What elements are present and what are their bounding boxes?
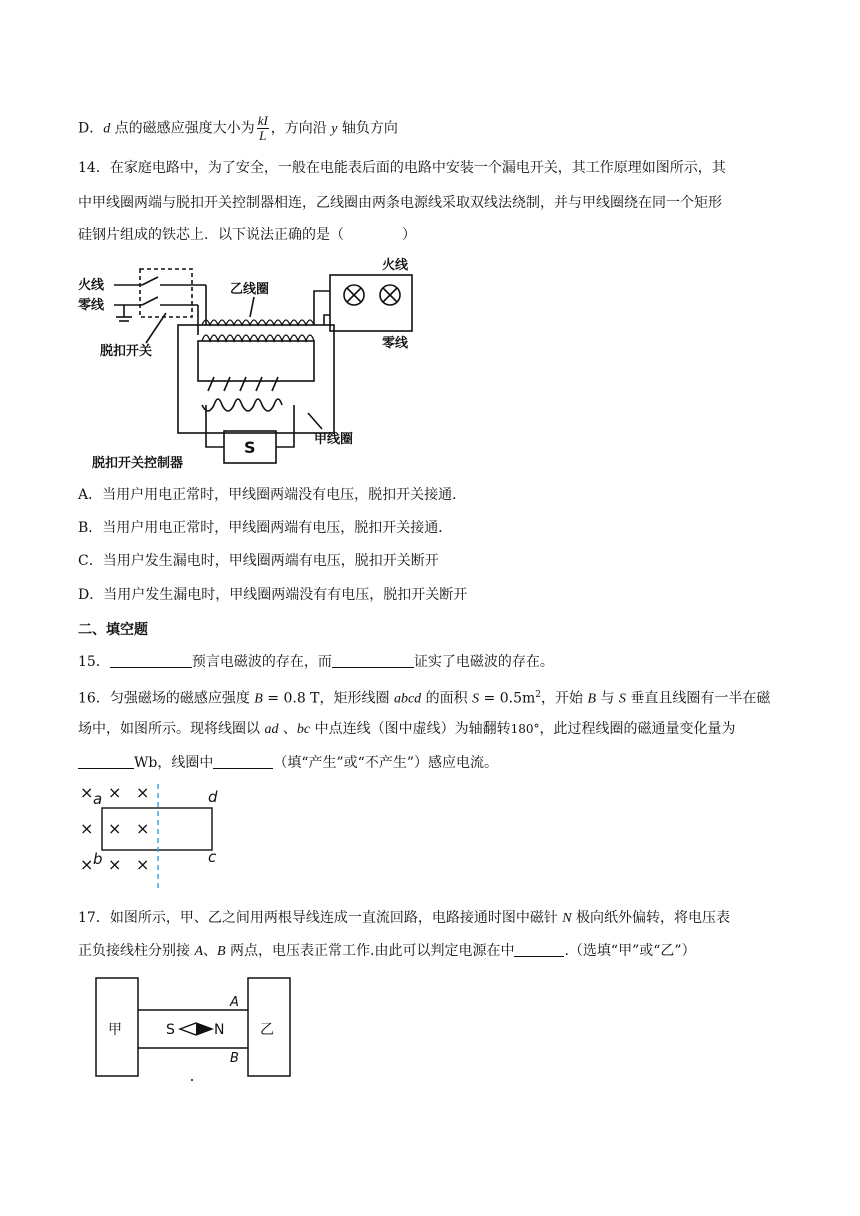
q16-line-2: 场中，如图所示。现将线圈以 ad 、bc 中点连线（图中虚线）为轴翻转180°，此过程线圈的磁通量变化量为 [78,721,736,737]
section-heading: 二、填空题 [78,622,148,638]
q17-line-1: 17．如图所示，甲、乙之间用两根导线连成一直流回路，电路接通时图中磁针 N 极向纸外偏转，将电压表 [78,910,731,926]
cross-mark: × [108,855,122,874]
q17-blank [514,942,564,957]
cross-mark: × [136,855,150,874]
q14-option-b: B．当用户用电正常时，甲线圈两端有电压，脱扣开关接通． [78,520,453,536]
q15-blank-2 [332,653,414,668]
label-b: b [93,850,103,868]
cross-mark: × [108,819,122,838]
q16-coil-diagram [78,780,238,890]
label-lingxian-right: 零线 [382,336,409,351]
cross-mark: × [136,819,150,838]
cross-mark: × [80,783,94,802]
label-n-pole: N [214,1022,225,1038]
cross-mark: × [80,855,94,874]
fraction-kI-over-L: $\frac{kI}{L}$ [257,113,268,143]
q14-option-d: D．当用户发生漏电时，甲线圈两端没有有电压，脱扣开关断开 [78,587,468,603]
label-s-box: S [244,438,256,457]
q16-blank-2 [213,754,273,769]
q17-circuit-diagram [94,974,304,1084]
cross-mark: × [136,783,150,802]
q16-line-1: 16．匀强磁场的磁感应强度 B = 0.8 T，矩形线圈 abcd 的面积 $S = 0.5m^2$，开始 B 与 S 垂直且线圈有一半在磁 [78,690,771,707]
label-a: a [93,790,103,808]
q15-line: 15． 预言电磁波的存在，而 证实了电磁波的存在。 [78,654,554,670]
q14-line-1: 14．在家庭电路中，为了安全，一般在电能表后面的电路中安装一个漏电开关，其工作原理如图所示，其 [78,160,726,176]
q15-blank-1 [110,653,192,668]
label-jia-coil: 甲线圈 [314,432,354,447]
q14-line-3: 硅钢片组成的铁芯上．以下说法正确的是（ ） [78,227,416,243]
q14-line-2: 中甲线圈两端与脱扣开关控制器相连，乙线圈由两条电源线采取双线法绕制，并与甲线圈绕在同一个矩形 [78,195,722,211]
label-yi-coil: 乙线圈 [230,282,270,297]
label-point-b: B [230,1051,239,1066]
q16-line-3: Wb，线圈中 （填“产生”或“不产生”）感应电流。 [78,753,498,773]
label-d: d [208,788,218,806]
label-c: c [208,848,217,866]
label-yi: 乙 [260,1022,274,1038]
q16-blank-1 [78,754,134,769]
label-controller: 脱扣开关控制器 [92,456,184,471]
q13-option-d: D．d 点的磁感应强度大小为 $\frac{kI}{L}$ ，方向沿 y 轴负方向 [78,113,398,143]
label-huoxian-right: 火线 [382,258,409,273]
label-s-pole: S [166,1022,175,1038]
cross-mark: × [80,819,94,838]
cross-mark: × [108,783,122,802]
label-huoxian-left: 火线 [78,278,105,293]
label-tuokou-switch: 脱扣开关 [100,344,153,359]
q14-option-c: C．当用户发生漏电时，甲线圈两端有电压，脱扣开关断开 [78,553,439,569]
q14-option-a: A．当用户用电正常时，甲线圈两端没有电压，脱扣开关接通． [78,487,467,503]
label-point-a: A [230,995,239,1010]
q14-leakage-switch-diagram [78,255,418,475]
label-jia: 甲 [108,1022,122,1038]
label-lingxian-left: 零线 [78,298,105,313]
q17-line-2: 正负接线柱分别接 A、B 两点，电压表正常工作.由此可以判定电源在中 .（选填“甲”或“乙”） [78,943,696,959]
